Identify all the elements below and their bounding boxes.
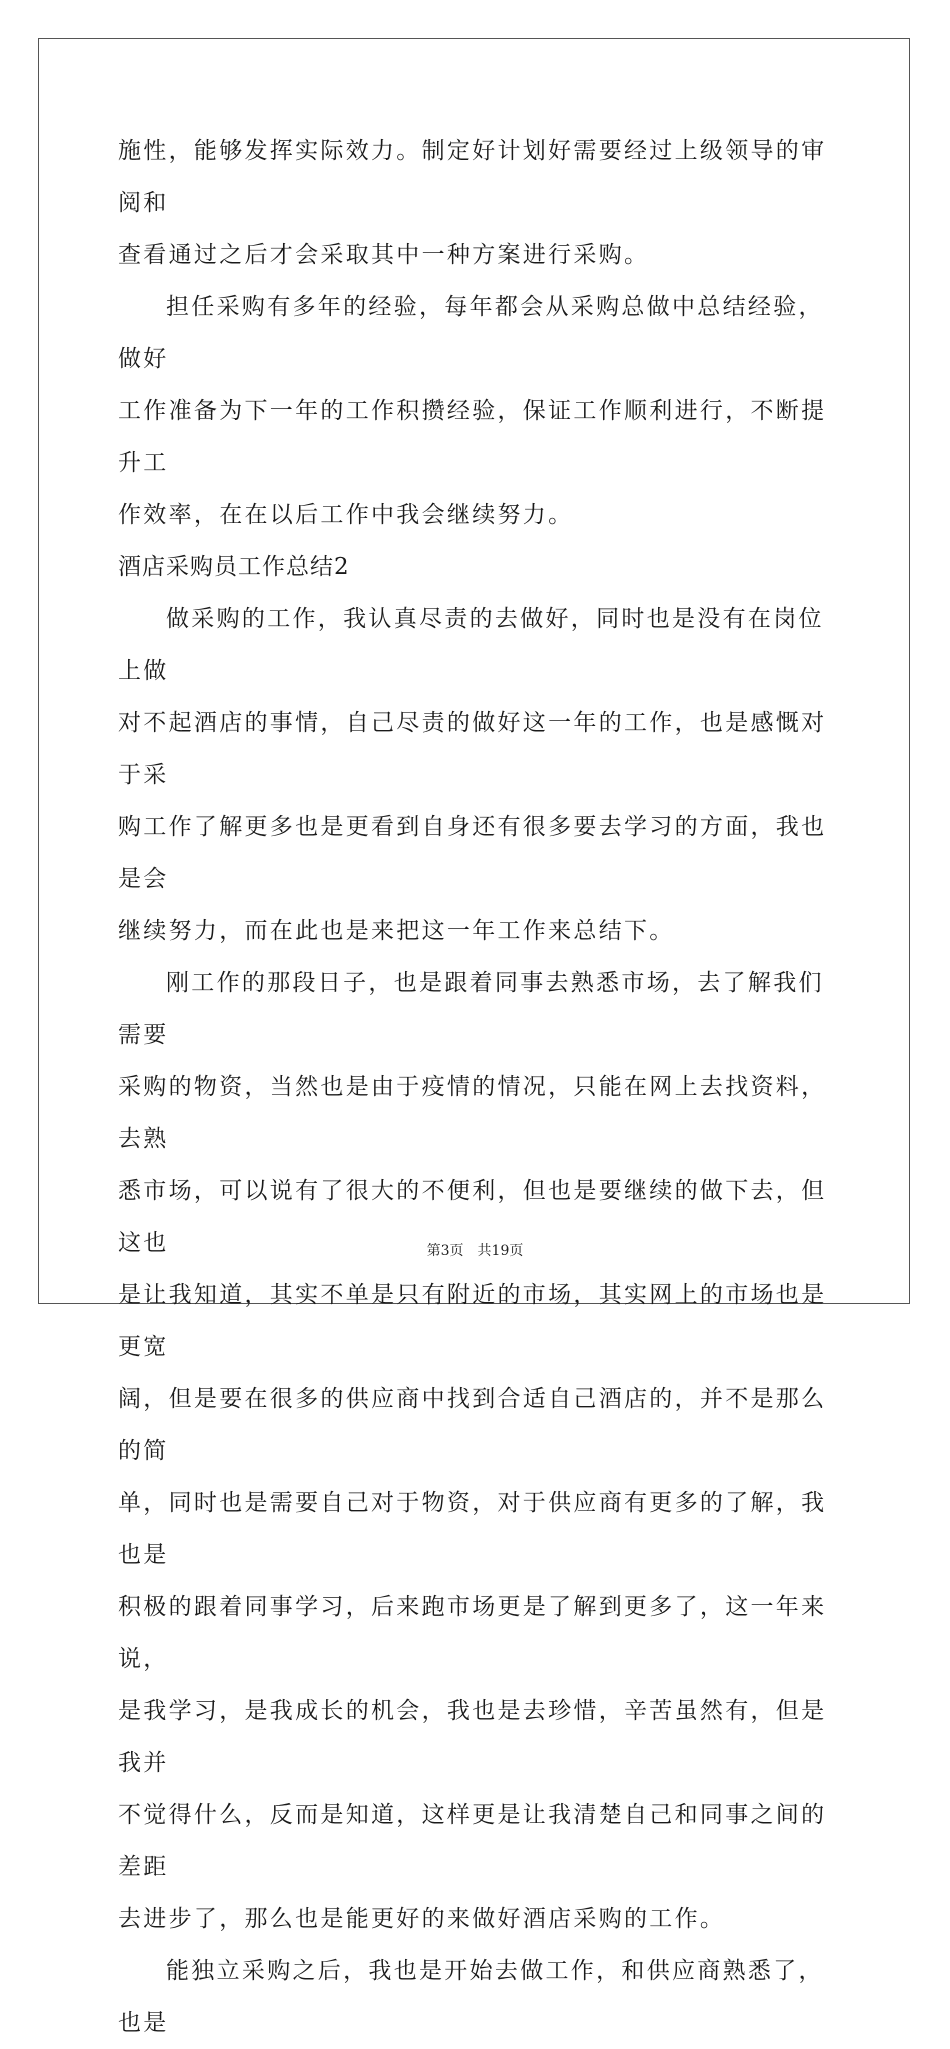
paragraph: 能独立采购之后，我也是开始去做工作，和供应商熟悉了，也是	[118, 1958, 824, 2036]
paragraph: 做采购的工作，我认真尽责的去做好，同时也是没有在岗位上做 对不起酒店的事情，自己尽责的做好这一年的工作，也是感慨对于采 购工作了解更多也是更看到自身还有很多要去学习的方面，我也是会 继续努力，而在此也是来把这一年工作来总结下。	[118, 606, 827, 944]
paragraph: 刚工作的那段日子，也是跟着同事去熟悉市场，去了解我们需要 采购的物资，当然也是由于疫情的情况，只能在网上去找资料，去熟 悉市场，可以说有了很大的不便利，但也是要继续的做下去，但这也 是让我知道，其实不单是只有附近的市场，其实网上的市场也是更宽 阔，但是要在很多的供应商中找到合适自己酒店的，并不是那么的简 单，同时也是需要自己对于物资，对于供应商有更多的了解，我也是 积极的跟着同事学习，后来跑市场更是了解到更多了，这一年来说， 是我学习，是我成长的机会，我也是去珍惜，辛苦虽然有，但是我并 不觉得什么，反而是知道，这样更是让我清楚自己和同事之间的差距 去进步了，那么也是能更好的来做好酒店采购的工作。	[118, 970, 827, 1932]
paragraph-continuation: 施性，能够发挥实际效力。制定好计划好需要经过上级领导的审阅和 查看通过之后才会采取其中一种方案进行采购。	[118, 138, 827, 268]
section-heading: 酒店采购员工作总结2	[118, 554, 350, 580]
page-number: 第3页	[426, 1243, 464, 1259]
document-body	[118, 125, 834, 2049]
page-total: 共19页	[477, 1243, 524, 1259]
paragraph: 担任采购有多年的经验，每年都会从采购总做中总结经验，做好 工作准备为下一年的工作积攒经验，保证工作顺利进行，不断提升工 作效率，在在以后工作中我会继续努力。	[118, 294, 827, 528]
page-footer	[0, 1240, 950, 1260]
